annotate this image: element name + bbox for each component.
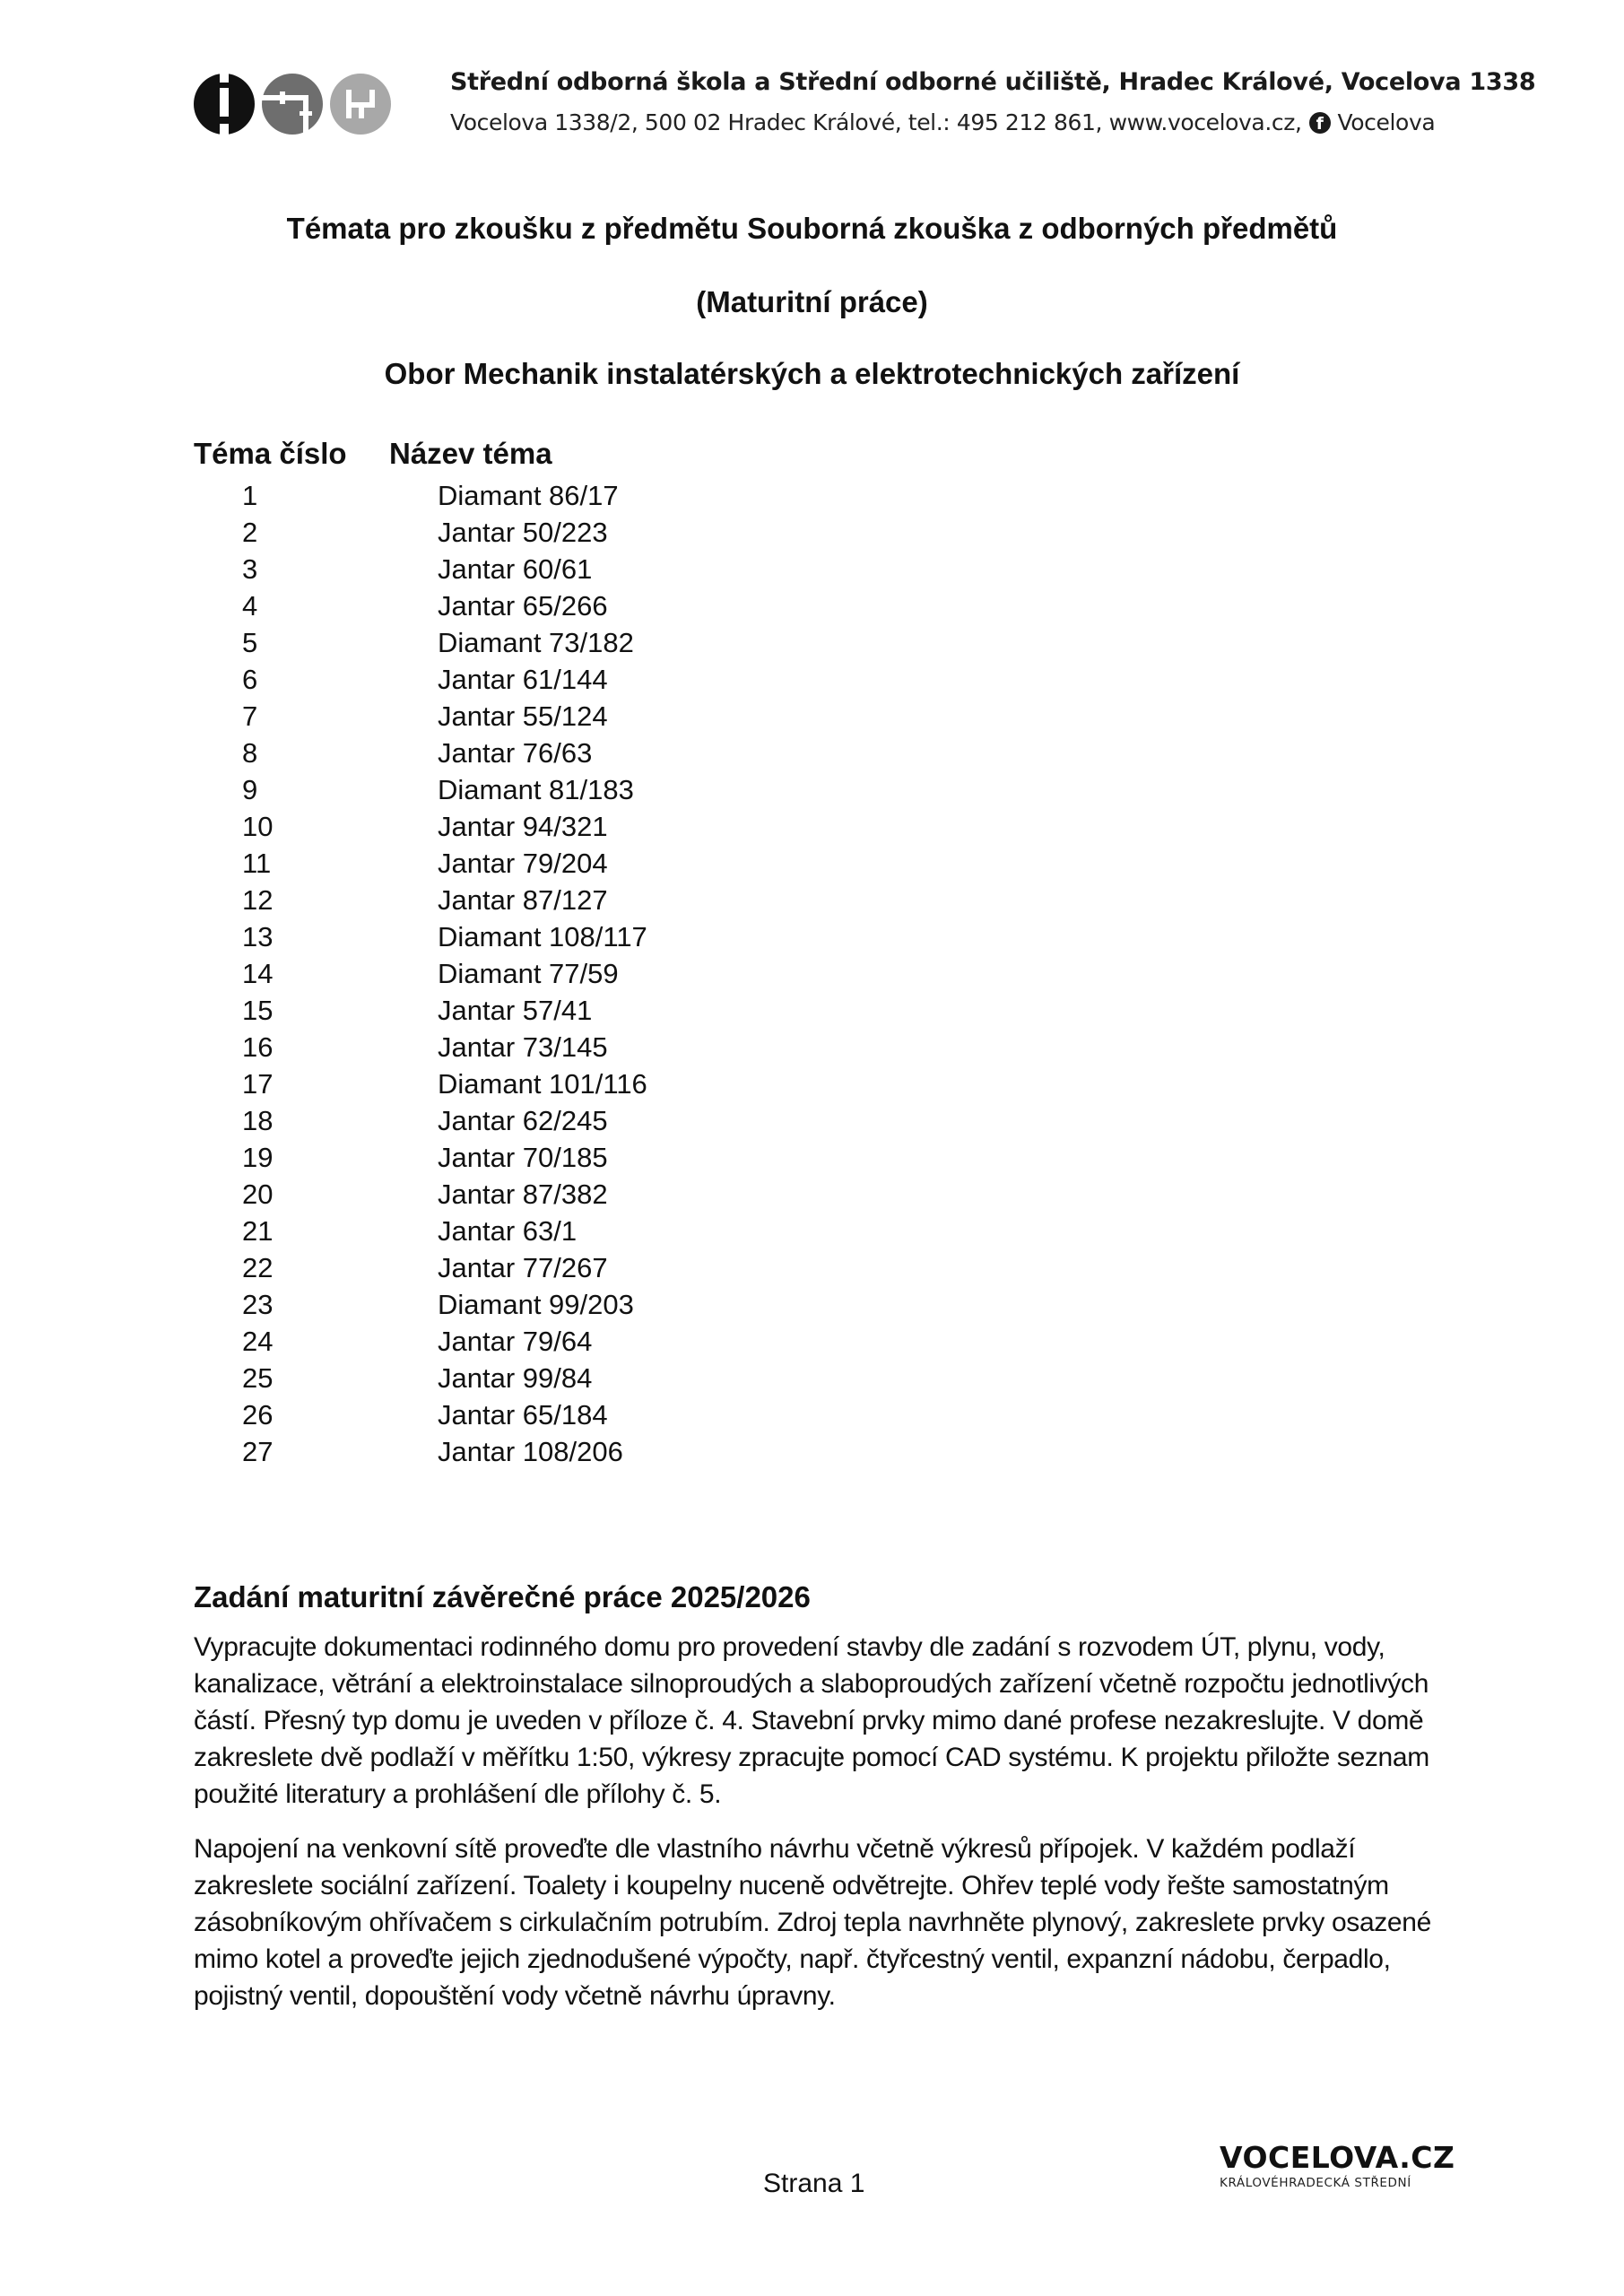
topic-number: 13 — [242, 920, 274, 952]
topic-number: 6 — [242, 663, 258, 695]
topic-name: Jantar 65/184 — [438, 1398, 608, 1431]
field-of-study-title: Obor Mechanik instalatérských a elektrotechnických zařízení — [384, 357, 1240, 390]
table-row — [194, 955, 647, 992]
topic-name: Diamant 86/17 — [438, 479, 619, 511]
table-row — [194, 1360, 647, 1396]
table-row — [194, 624, 647, 661]
table-row — [194, 1323, 647, 1360]
assignment-heading: Zadání maturitní závěrečné práce 2025/2026 — [194, 1580, 811, 1613]
table-row — [194, 1433, 647, 1470]
topic-number: 8 — [242, 736, 258, 769]
topic-number: 20 — [242, 1178, 274, 1210]
topic-number: 18 — [242, 1104, 274, 1136]
table-row — [194, 992, 647, 1029]
table-row — [194, 477, 647, 514]
table-row — [194, 1396, 647, 1433]
topic-number: 14 — [242, 957, 274, 989]
page-number: Strana 1 — [763, 2169, 865, 2198]
table-row — [194, 1102, 647, 1139]
school-contact — [450, 109, 1435, 135]
topic-number: 10 — [242, 810, 274, 842]
topic-name: Diamant 81/183 — [438, 773, 634, 805]
topic-name: Jantar 57/41 — [438, 994, 593, 1026]
topic-name: Jantar 87/127 — [438, 883, 608, 916]
school-name: Střední odborná škola a Střední odborné učiliště, Hradec Králové, Vocelova 1338 — [450, 68, 1536, 96]
table-row — [194, 1029, 647, 1065]
column-header-number: Téma číslo — [194, 437, 347, 470]
table-row — [194, 771, 647, 808]
topic-number: 23 — [242, 1288, 274, 1320]
topic-name: Diamant 101/116 — [438, 1067, 647, 1100]
topic-name: Jantar 55/124 — [438, 700, 608, 732]
topic-number: 3 — [242, 552, 258, 585]
pipe-icon — [262, 74, 323, 136]
radiator-icon — [194, 72, 255, 136]
topics-table-header — [194, 430, 647, 477]
topic-name: Diamant 99/203 — [438, 1288, 634, 1320]
topic-number: 1 — [242, 479, 258, 511]
topic-number: 19 — [242, 1141, 274, 1173]
topic-number: 11 — [242, 847, 272, 879]
topic-name: Jantar 79/64 — [438, 1325, 593, 1357]
topic-number: 12 — [242, 883, 274, 916]
assignment-section — [194, 1580, 1449, 2032]
topic-name: Jantar 79/204 — [438, 847, 608, 879]
topic-name: Jantar 65/266 — [438, 589, 608, 622]
topic-number: 25 — [242, 1361, 274, 1394]
topic-number: 9 — [242, 773, 258, 805]
table-row — [194, 1249, 647, 1286]
table-row — [194, 587, 647, 624]
assignment-paragraph: Vypracujte dokumentaci rodinného domu pro provedení stavby dle zadání s rozvodem ÚT, plynu, vody, kanalizace, větrání a elektroinstalace silnoproudých a slaboproudých zařízení včetně rozpočtu jednotlivých částí. Přesný typ domu je uveden v příloze č. 4. Stavební prvky mimo dané profese nezakreslujte. V domě zakreslete dvě podlaží v měřítku 1:50, výkresy zpracujte pomocí CAD systému. K projektu přiložte seznam použité literatury a prohlášení dle přílohy č. 5. — [194, 1632, 1429, 1809]
topic-name: Jantar 108/206 — [438, 1435, 623, 1467]
facebook-label[interactable]: Vocelova — [1337, 109, 1436, 135]
topic-name: Jantar 50/223 — [438, 516, 608, 548]
topic-name: Jantar 61/144 — [438, 663, 608, 695]
table-row — [194, 882, 647, 918]
topic-name: Diamant 108/117 — [438, 920, 647, 952]
topic-number: 2 — [242, 516, 258, 548]
school-logo — [192, 72, 425, 136]
table-row — [194, 1213, 647, 1249]
topic-number: 4 — [242, 589, 258, 622]
topic-name: Diamant 73/182 — [438, 626, 634, 658]
topic-number: 15 — [242, 994, 274, 1026]
topic-number: 27 — [242, 1435, 274, 1467]
table-row — [194, 698, 647, 735]
topic-name: Jantar 63/1 — [438, 1214, 578, 1247]
letterhead — [192, 66, 1536, 147]
table-row — [194, 808, 647, 845]
contact-text: Vocelova 1338/2, 500 02 Hradec Králové, tel.: 495 212 861, www.vocelova.cz, — [450, 109, 1302, 135]
document-title: Témata pro zkoušku z předmětu Souborná zkouška z odborných předmětů — [286, 212, 1338, 245]
topics-table — [194, 430, 647, 1470]
brand-tagline: KRÁLOVÉHRADECKÁ STŘEDNÍ — [1220, 2176, 1411, 2190]
table-row — [194, 1286, 647, 1323]
topic-name: Jantar 87/382 — [438, 1178, 608, 1210]
topic-name: Jantar 73/145 — [438, 1031, 608, 1063]
topic-name: Jantar 60/61 — [438, 552, 593, 585]
topic-name: Jantar 70/185 — [438, 1141, 608, 1173]
table-row — [194, 551, 647, 587]
topic-name: Jantar 62/245 — [438, 1104, 608, 1136]
table-row — [194, 918, 647, 955]
table-row — [194, 1065, 647, 1102]
table-row — [194, 735, 647, 771]
topic-number: 21 — [242, 1214, 274, 1247]
brand-name: VOCELOVA.CZ — [1220, 2140, 1455, 2175]
topic-name: Jantar 77/267 — [438, 1251, 608, 1283]
assignment-paragraph: Napojení na venkovní sítě proveďte dle vlastního návrhu včetně výkresů přípojek. V každém podlaží zakreslete sociální zařízení. Toalety i koupelny nuceně odvětrejte. Ohřev teplé vody řešte samostatným zásobníkovým ohřívačem s cirkulačním potrubím. Zdroj tepla navrhněte plynový, zakreslete prvky osazené mimo kotel a proveďte jejich zjednodušené výpočty, např. čtyřcestný ventil, expanzní nádobu, čerpadlo, pojistný ventil, dopouštění vody včetně návrhu úpravny. — [194, 1834, 1431, 2011]
table-row — [194, 1139, 647, 1176]
topic-number: 24 — [242, 1325, 274, 1357]
table-row — [194, 1176, 647, 1213]
topics-table-body — [194, 477, 647, 1470]
document-subtitle: (Maturitní práce) — [696, 285, 928, 318]
topic-name: Jantar 99/84 — [438, 1361, 593, 1394]
footer-brand-logo — [1220, 2142, 1455, 2190]
electrical-icon — [330, 74, 391, 135]
topic-name: Diamant 77/59 — [438, 957, 619, 989]
topic-number: 16 — [242, 1031, 274, 1063]
table-row — [194, 514, 647, 551]
topic-number: 7 — [242, 700, 258, 732]
topic-number: 17 — [242, 1067, 274, 1100]
topic-number: 5 — [242, 626, 258, 658]
topic-name: Jantar 76/63 — [438, 736, 593, 769]
topic-number: 26 — [242, 1398, 274, 1431]
table-row — [194, 661, 647, 698]
facebook-icon[interactable]: f — [1309, 112, 1331, 134]
table-row — [194, 845, 647, 882]
column-header-name: Název téma — [389, 437, 552, 470]
topic-name: Jantar 94/321 — [438, 810, 608, 842]
topic-number: 22 — [242, 1251, 274, 1283]
